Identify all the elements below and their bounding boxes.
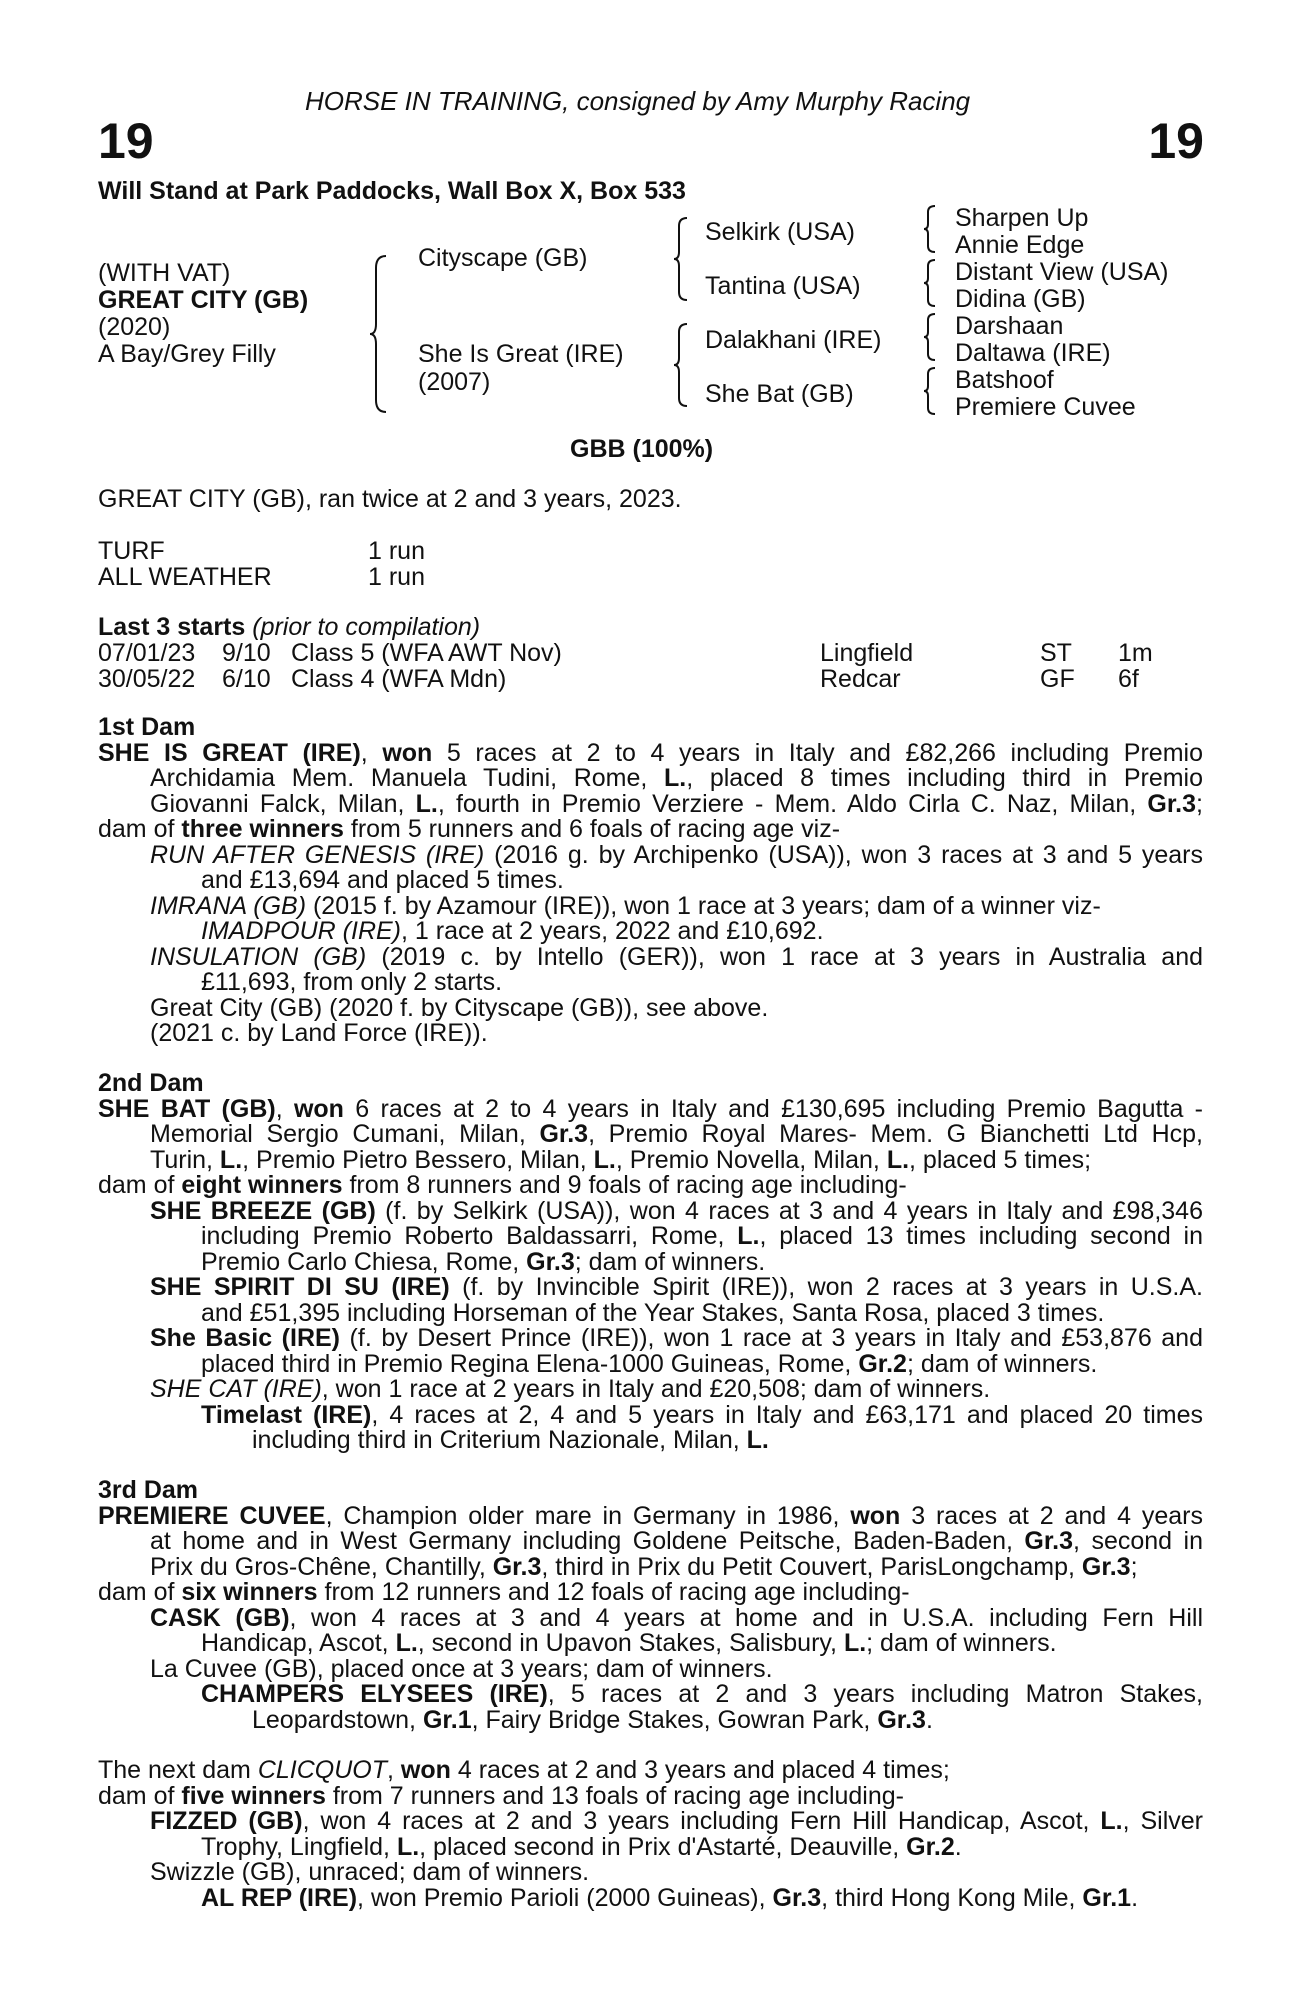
text: Archidamia Mem. Manuela Tudini, Rome, xyxy=(150,764,665,792)
text: , Premio Royal Mares- Mem. G Bianchetti Ltd Hcp, xyxy=(588,1120,1203,1148)
text: , Champion older mare in Germany in 1986, xyxy=(325,1501,851,1530)
text: Giovanni Falck, Milan, xyxy=(150,789,416,818)
text-bold: three winners xyxy=(181,815,344,843)
g3-ancestor: Didina (GB) xyxy=(955,285,1086,313)
text: (f. by Desert Prince (IRE)), won 1 race at 3 years in Italy and £53,876 and xyxy=(340,1324,1203,1352)
g3-ancestor: Annie Edge xyxy=(955,231,1085,259)
text: dam of xyxy=(98,1171,182,1199)
pedigree-brace-g3-2 xyxy=(922,258,938,308)
text: , xyxy=(387,1756,401,1784)
text-bold: L. xyxy=(843,1629,867,1657)
text-bold: L. xyxy=(219,1145,243,1174)
start-going: ST xyxy=(1040,639,1072,667)
horse-description: A Bay/Grey Filly xyxy=(98,340,276,368)
dam-line xyxy=(98,1275,1203,1301)
offspring-name: AL REP (IRE) xyxy=(201,1883,358,1912)
offspring-name: SHE BREEZE (GB) xyxy=(150,1196,376,1225)
g3-ancestor: Sharpen Up xyxy=(955,204,1089,232)
text: , third Hong Kong Mile, xyxy=(821,1883,1083,1912)
dam-line xyxy=(98,1428,1203,1454)
page-title: HORSE IN TRAINING, consigned by Amy Murphy Racing xyxy=(305,86,971,116)
text-bold: eight winners xyxy=(181,1171,343,1199)
last-starts-title: Last 3 starts xyxy=(98,613,246,641)
text: from 7 runners and 13 foals of racing age including- xyxy=(325,1781,904,1810)
text: Turin, xyxy=(150,1145,220,1174)
text: , second in xyxy=(1073,1527,1203,1555)
text: Premio Carlo Chiesa, Rome, xyxy=(201,1247,527,1276)
text: 3 races at 2 and 4 years xyxy=(900,1501,1203,1530)
text-bold: L. xyxy=(737,1222,760,1250)
stand-location: Will Stand at Park Paddocks, Wall Box X, Box 533 xyxy=(98,177,686,205)
text-bold: L. xyxy=(746,1426,769,1454)
text: , Premio Novella, Milan, xyxy=(615,1145,887,1174)
text: The next dam xyxy=(98,1756,258,1784)
offspring-name: Timelast (IRE) xyxy=(201,1400,372,1429)
second-dam-section xyxy=(98,1071,1203,1454)
dam-line xyxy=(98,1326,1203,1352)
text-bold: six winners xyxy=(181,1578,318,1606)
text: dam of xyxy=(98,815,182,843)
last-starts-heading xyxy=(98,613,480,642)
text-bold: L. xyxy=(664,764,687,792)
text: (2019 c. by Intello (GER)), won 1 race at 3 years in Australia and xyxy=(366,942,1203,971)
offspring-name: SHE CAT (IRE) xyxy=(150,1375,322,1403)
dam-line xyxy=(98,817,1203,843)
g3-ancestor: Darshaan xyxy=(955,312,1064,340)
dam-line xyxy=(98,1654,1203,1683)
dam-line xyxy=(98,1552,1203,1581)
text: ; dam of winners. xyxy=(866,1629,1057,1657)
text: 6 races at 2 to 4 years in Italy and £130,695 including Premio Bagutta - xyxy=(343,1094,1203,1123)
g3-ancestor: Batshoof xyxy=(955,366,1054,394)
text: dam of xyxy=(98,1578,182,1606)
breeding-percentage: GBB (100%) xyxy=(570,435,714,463)
text: from 5 runners and 6 foals of racing age viz- xyxy=(343,815,841,843)
start-position: 9/10 xyxy=(222,639,271,667)
pedigree-brace-sire xyxy=(672,216,690,302)
lot-number-left: 19 xyxy=(98,113,154,169)
text: . xyxy=(1131,1883,1139,1912)
text: , xyxy=(360,738,383,767)
offspring-name: IMRANA (GB) xyxy=(150,891,307,920)
dam-line xyxy=(98,1705,1203,1734)
dam-line xyxy=(98,1860,1203,1886)
dam-name: SHE BAT (GB) xyxy=(98,1094,276,1123)
dam-line xyxy=(98,1832,1203,1861)
text: , 5 races at 2 and 3 years including Matron Stakes, xyxy=(547,1680,1203,1708)
sire-dam: Tantina (USA) xyxy=(705,272,861,300)
start-date: 07/01/23 xyxy=(98,639,196,667)
text-bold: Gr.1 xyxy=(1082,1883,1132,1912)
dam-line xyxy=(98,970,1203,996)
text: from 12 runners and 12 foals of racing age including- xyxy=(317,1578,910,1606)
text-bold: won xyxy=(293,1094,344,1123)
text: (2016 g. by Archipenko (USA)), won 3 races at 3 and 5 years xyxy=(484,840,1203,869)
text: , fourth in Premio Verziere - Mem. Aldo Cirla C. Naz, Milan, xyxy=(437,789,1148,818)
pedigree-brace-g3-1 xyxy=(922,204,938,254)
text: from 8 runners and 9 foals of racing age including- xyxy=(342,1171,907,1199)
dam-line xyxy=(98,942,1203,971)
section-heading: 1st Dam xyxy=(98,713,196,741)
text-bold: Gr.3 xyxy=(526,1247,575,1276)
text: (f. by Invincible Spirit (IRE)), won 2 races at 3 years in U.S.A. xyxy=(449,1273,1203,1301)
text-bold: L. xyxy=(593,1145,616,1174)
pedigree-brace-g3-4 xyxy=(922,366,938,416)
start-distance: 6f xyxy=(1118,665,1139,693)
dam-line xyxy=(98,766,1203,792)
text-bold: Gr.3 xyxy=(772,1883,822,1912)
start-race: Class 5 (WFA AWT Nov) xyxy=(291,639,562,667)
text-bold: Gr.2 xyxy=(906,1832,955,1861)
text-bold: Gr.2 xyxy=(858,1349,907,1378)
last-starts-note: (prior to compilation) xyxy=(252,613,481,641)
text: , won 4 races at 2 and 3 years including Fern Hill Handicap, Ascot, xyxy=(302,1807,1101,1835)
dam-line xyxy=(98,1247,1203,1276)
surface-runs: 1 run xyxy=(368,537,425,565)
dam-name: CLICQUOT xyxy=(257,1756,387,1784)
text: ; xyxy=(1130,1552,1138,1581)
pedigree-brace-dam xyxy=(672,322,690,408)
dam-line xyxy=(98,891,1203,920)
dam-name: SHE IS GREAT (IRE) xyxy=(98,738,361,767)
text-bold: Gr.3 xyxy=(877,1705,926,1734)
text-bold: Gr.3 xyxy=(1147,789,1197,818)
offspring-name: CHAMPERS ELYSEES (IRE) xyxy=(201,1680,548,1708)
text-bold: Gr.3 xyxy=(1024,1527,1074,1555)
first-dam-section xyxy=(98,715,1203,1047)
text-bold: Gr.3 xyxy=(492,1552,542,1581)
g3-ancestor: Premiere Cuvee xyxy=(955,393,1136,421)
text: , third in Prix du Petit Couvert, ParisLongchamp, xyxy=(541,1552,1082,1581)
dam-line xyxy=(98,1758,1203,1784)
dam-line xyxy=(98,1298,1203,1327)
text: Memorial Sergio Cumani, Milan, xyxy=(150,1120,540,1148)
start-going: GF xyxy=(1040,665,1075,693)
text: ; dam of winners. xyxy=(906,1349,1098,1378)
section-heading: 3rd Dam xyxy=(98,1476,199,1504)
text: £11,693, from only 2 starts. xyxy=(201,968,503,996)
dam-line xyxy=(98,738,1203,767)
text: Handicap, Ascot, xyxy=(201,1629,396,1657)
offspring-name: SHE SPIRIT DI SU (IRE) xyxy=(150,1273,450,1301)
dam-line xyxy=(98,1501,1203,1530)
text: , placed 8 times including third in Premio xyxy=(686,764,1204,792)
text-bold: L. xyxy=(396,1832,420,1861)
text-bold: won xyxy=(400,1756,451,1784)
text: (2021 c. by Land Force (IRE)). xyxy=(150,1019,488,1047)
dam-name: PREMIERE CUVEE xyxy=(98,1501,326,1530)
dam-line xyxy=(98,789,1203,818)
offspring-name: RUN AFTER GENESIS (IRE) xyxy=(150,840,485,869)
dam-line xyxy=(98,919,1203,945)
dam-line xyxy=(98,1631,1203,1657)
text-bold: Gr.3 xyxy=(539,1120,589,1148)
text-bold: Gr.3 xyxy=(1081,1552,1131,1581)
horse-year: (2020) xyxy=(98,313,171,341)
start-course: Redcar xyxy=(820,665,901,693)
g3-ancestor: Distant View (USA) xyxy=(955,258,1169,286)
lot-number-right: 19 xyxy=(1148,113,1204,169)
sire-sire: Selkirk (USA) xyxy=(705,218,856,246)
dam-line xyxy=(98,1603,1204,1632)
dam-line xyxy=(98,1883,1203,1912)
text: (f. by Selkirk (USA)), won 4 races at 3 and 4 years in Italy and £98,346 xyxy=(375,1196,1203,1225)
surface-label: ALL WEATHER xyxy=(98,563,272,591)
g3-ancestor: Daltawa (IRE) xyxy=(955,339,1111,367)
dam: She Is Great (IRE) xyxy=(418,340,624,368)
text: and £51,395 including Horseman of the Year Stakes, Santa Rosa, placed 3 times. xyxy=(201,1298,1105,1327)
text: Swizzle (GB), unraced; dam of winners. xyxy=(150,1858,590,1886)
text: , won 4 races at 3 and 4 years at home and in U.S.A. including Fern Hill xyxy=(289,1603,1204,1632)
text: . xyxy=(954,1832,962,1861)
text-bold: won xyxy=(382,738,433,767)
offspring-name: INSULATION (GB) xyxy=(150,942,367,971)
start-position: 6/10 xyxy=(222,665,271,693)
text-bold: L. xyxy=(415,789,438,818)
horse-name: GREAT CITY (GB) xyxy=(98,286,309,314)
sire: Cityscape (GB) xyxy=(418,244,588,272)
offspring-name: IMADPOUR (IRE) xyxy=(201,917,401,945)
text-bold: Gr.1 xyxy=(422,1705,472,1734)
dam-line xyxy=(98,993,1203,1022)
text-bold: L. xyxy=(886,1145,910,1174)
dam-line xyxy=(98,1781,1203,1810)
text: Great City (GB) (2020 f. by Cityscape (GB)), see above. xyxy=(150,993,769,1022)
dam-line xyxy=(98,1021,1203,1047)
start-date: 30/05/22 xyxy=(98,665,196,693)
text: , won 1 race at 2 years in Italy and £20,508; dam of winners. xyxy=(321,1375,991,1403)
text: dam of xyxy=(98,1781,182,1810)
text: , Premio Pietro Bessero, Milan, xyxy=(242,1145,594,1174)
dam-line xyxy=(98,1529,1203,1555)
dam-line xyxy=(98,1377,1203,1403)
text: 5 races at 2 to 4 years in Italy and £82,266 including Premio xyxy=(432,738,1203,767)
section-heading: 2nd Dam xyxy=(98,1069,204,1097)
text: (2015 f. by Azamour (IRE)), won 1 race at 3 years; dam of a winner viz- xyxy=(306,891,1101,920)
offspring-name: CASK (GB) xyxy=(150,1603,290,1632)
text: Leopardstown, xyxy=(252,1705,423,1734)
dam-line xyxy=(98,1349,1203,1378)
text: ; xyxy=(1196,789,1203,818)
text: . xyxy=(925,1705,933,1734)
horse-details xyxy=(98,260,308,368)
text: including Premio Roberto Baldassarri, Rome, xyxy=(201,1222,738,1250)
text: , 1 race at 2 years, 2022 and £10,692. xyxy=(401,917,824,945)
offspring-name: She Basic (IRE) xyxy=(150,1324,340,1352)
dam-dam: She Bat (GB) xyxy=(705,380,854,408)
text: 4 races at 2 and 3 years and placed 4 times; xyxy=(450,1756,950,1784)
text: including third in Criterium Nazionale, Milan, xyxy=(252,1426,747,1454)
text: , Fairy Bridge Stakes, Gowran Park, xyxy=(471,1705,878,1734)
start-race: Class 4 (WFA Mdn) xyxy=(291,665,507,693)
dam-year: (2007) xyxy=(418,368,491,396)
text-bold: L. xyxy=(1100,1807,1123,1835)
dam-line xyxy=(98,1173,1203,1199)
text-bold: L. xyxy=(395,1629,418,1657)
text: La Cuvee (GB), placed once at 3 years; dam of winners. xyxy=(150,1654,773,1683)
text: , won Premio Parioli (2000 Guineas), xyxy=(357,1883,773,1912)
text: , Silver xyxy=(1122,1807,1203,1835)
text-bold: won xyxy=(850,1501,901,1530)
text: Trophy, Lingfield, xyxy=(201,1832,397,1861)
dam-sire: Dalakhani (IRE) xyxy=(705,326,882,354)
dam-line xyxy=(98,1809,1203,1835)
dam-line xyxy=(98,1122,1203,1148)
vat-note: (WITH VAT) xyxy=(98,259,231,287)
text: , second in Upavon Stakes, Salisbury, xyxy=(417,1629,844,1657)
text: , placed 13 times including second in xyxy=(759,1222,1203,1250)
text: and £13,694 and placed 5 times. xyxy=(201,866,564,894)
dam-line xyxy=(98,868,1203,894)
start-distance: 1m xyxy=(1118,639,1153,667)
text: Prix du Gros-Chêne, Chantilly, xyxy=(150,1552,493,1581)
dam-line xyxy=(98,1094,1203,1123)
surface-runs: 1 run xyxy=(368,563,425,591)
text: , placed 5 times; xyxy=(909,1145,1092,1174)
surface-label: TURF xyxy=(98,537,165,565)
dam-line xyxy=(98,1580,1203,1606)
text: placed third in Premio Regina Elena-1000 Guineas, Rome, xyxy=(201,1349,859,1378)
text-bold: five winners xyxy=(181,1781,326,1810)
text: ; dam of winners. xyxy=(574,1247,766,1276)
dam-line xyxy=(98,1224,1203,1250)
pedigree-brace-g3-3 xyxy=(922,312,938,362)
dam-line xyxy=(98,840,1203,869)
text: , xyxy=(275,1094,294,1123)
dam-line xyxy=(98,1196,1203,1225)
text: at home and in West Germany including Goldene Peitsche, Baden-Baden, xyxy=(150,1527,1025,1555)
third-dam-section xyxy=(98,1478,1203,1733)
racing-summary: GREAT CITY (GB), ran twice at 2 and 3 years, 2023. xyxy=(98,485,682,513)
dam-line xyxy=(98,1682,1203,1708)
text: , 4 races at 2, 4 and 5 years in Italy and £63,171 and placed 20 times xyxy=(371,1400,1203,1429)
offspring-name: FIZZED (GB) xyxy=(150,1807,303,1835)
dam-line xyxy=(98,1145,1203,1174)
text: , placed second in Prix d'Astarté, Deauville, xyxy=(419,1832,907,1861)
dam-line xyxy=(98,1400,1203,1429)
pedigree-brace-main xyxy=(368,254,390,414)
start-course: Lingfield xyxy=(820,639,914,667)
next-dam-section xyxy=(98,1758,1203,1911)
